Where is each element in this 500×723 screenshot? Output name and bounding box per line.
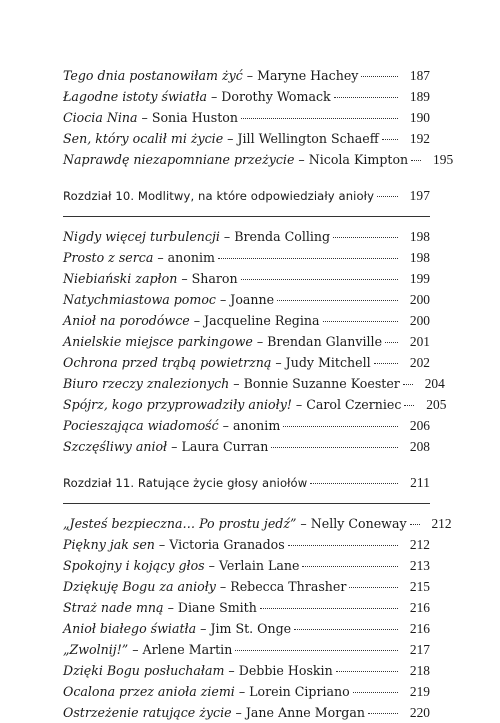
- dot-leader: [361, 76, 398, 77]
- entry-author: Bonnie Suzanne Koester: [243, 376, 400, 391]
- dot-leader: [323, 321, 398, 322]
- entry-text: [63, 310, 320, 331]
- entry-title: Sen, który ocalił mi życie: [63, 131, 224, 146]
- section-gap: [63, 457, 430, 471]
- entry-separator: –: [291, 397, 307, 412]
- entry-separator: –: [206, 89, 222, 104]
- dot-leader: [288, 545, 398, 546]
- entry-author: Victoria Granados: [169, 537, 285, 552]
- entry-text: [63, 555, 299, 576]
- chapter-title: Rozdział 11. Ratujące życie głosy aniołów: [63, 476, 308, 490]
- toc-entry: [63, 576, 430, 597]
- toc-entry: [63, 149, 454, 170]
- toc-entry: [63, 247, 430, 268]
- entry-title: Dziękuję Bogu za anioły: [63, 579, 216, 594]
- entry-title: Ostrzeżenie ratujące życie: [63, 705, 232, 720]
- entry-separator: –: [154, 537, 170, 552]
- dot-leader: [277, 300, 398, 301]
- toc-section: [63, 457, 452, 723]
- dot-leader: [218, 258, 398, 259]
- entry-title: Ciocia Nina: [63, 110, 138, 125]
- toc-section: [63, 170, 447, 457]
- entry-author: Rebecca Thrasher: [230, 579, 347, 594]
- dot-leader: [377, 196, 398, 197]
- entry-title: Anioł białego światła: [63, 621, 197, 636]
- entry-page-number: 216: [409, 600, 430, 615]
- entry-title: Naprawdę niezapomniane przeżycie: [63, 152, 295, 167]
- entry-separator: –: [177, 271, 192, 286]
- entry-author: Carol Czerniec: [306, 397, 402, 412]
- entry-text: [63, 289, 274, 310]
- entry-text: [63, 247, 215, 268]
- dot-leader: [271, 447, 398, 448]
- chapter-page-number: 197: [409, 188, 430, 203]
- dot-leader: [382, 139, 398, 140]
- entry-text: [63, 639, 232, 660]
- dot-leader: [302, 566, 398, 567]
- entry-title: Nigdy więcej turbulencji: [63, 229, 220, 244]
- entry-page-number: 198: [409, 229, 430, 244]
- entry-text: [63, 660, 333, 681]
- chapter-heading: [63, 471, 430, 495]
- entry-page-number: 208: [409, 439, 430, 454]
- entry-text: [63, 128, 379, 149]
- entry-author: Sharon: [191, 271, 238, 286]
- entry-title: Prosto z serca: [63, 250, 154, 265]
- toc-entry: [63, 394, 447, 415]
- toc-entry: [63, 289, 430, 310]
- toc-entry: [63, 352, 430, 373]
- entry-author: anonim: [232, 418, 281, 433]
- entry-author: Jacqueline Regina: [204, 313, 320, 328]
- entry-page-number: 202: [409, 355, 430, 370]
- chapter-divider-line: [63, 216, 430, 217]
- dot-leader: [334, 97, 398, 98]
- entry-text: [63, 352, 371, 373]
- entry-text: [63, 86, 331, 107]
- entry-author: Maryne Hachey: [257, 68, 359, 83]
- entry-separator: –: [242, 68, 258, 83]
- entry-author: Nelly Coneway: [310, 516, 407, 531]
- toc-entry: [63, 310, 430, 331]
- entry-separator: –: [271, 355, 286, 370]
- toc-entry: [63, 534, 430, 555]
- entry-title: Tego dnia postanowiłam żyć: [63, 68, 243, 83]
- toc-entry: [63, 226, 430, 247]
- toc-entry: [63, 555, 430, 576]
- toc-section: [63, 65, 454, 170]
- dot-leader: [368, 713, 398, 714]
- dot-leader: [374, 363, 398, 364]
- entry-text: [63, 394, 401, 415]
- entry-page-number: 200: [409, 313, 430, 328]
- entry-separator: –: [294, 152, 309, 167]
- toc-entry: [63, 86, 430, 107]
- entry-separator: –: [223, 131, 238, 146]
- toc-entry: [63, 65, 430, 86]
- dot-leader: [403, 384, 413, 385]
- toc-entry: [63, 128, 430, 149]
- entry-separator: –: [231, 705, 246, 720]
- entry-text: [63, 415, 280, 436]
- entry-page-number: 192: [409, 131, 430, 146]
- entry-text: [63, 436, 268, 457]
- entry-text: [63, 268, 238, 289]
- entry-page-number: 199: [409, 271, 430, 286]
- entry-page-number: 212: [409, 537, 430, 552]
- entry-title: „Zwolnij!”: [63, 642, 129, 657]
- toc-entry: [63, 436, 430, 457]
- entry-title: Anielskie miejsce parkingowe: [63, 334, 253, 349]
- entry-page-number: 205: [426, 397, 447, 412]
- entry-author: Jane Anne Morgan: [245, 705, 365, 720]
- entry-separator: –: [219, 229, 235, 244]
- entry-page-number: 218: [409, 663, 430, 678]
- toc-entry: [63, 373, 445, 394]
- entry-author: Lorein Cipriano: [249, 684, 350, 699]
- entry-author: Joanne: [230, 292, 275, 307]
- dot-leader: [353, 692, 398, 693]
- entry-title: Pocieszająca wiadomość: [63, 418, 219, 433]
- entry-separator: –: [215, 579, 231, 594]
- entry-text: [63, 618, 291, 639]
- entry-author: Brenda Colling: [234, 229, 331, 244]
- entry-separator: –: [163, 600, 178, 615]
- entry-text: [63, 702, 365, 723]
- toc-entry: [63, 681, 430, 702]
- entry-page-number: 187: [409, 68, 430, 83]
- entry-page-number: 216: [409, 621, 430, 636]
- entry-title: Straż nade mną: [63, 600, 164, 615]
- entry-page-number: 201: [409, 334, 430, 349]
- entry-page-number: 206: [409, 418, 430, 433]
- entry-text: [63, 681, 350, 702]
- dot-leader: [260, 608, 398, 609]
- entry-separator: –: [189, 313, 205, 328]
- entry-title: Ochrona przed trąbą powietrzną: [63, 355, 272, 370]
- entry-title: Dzięki Bogu posłuchałam: [63, 663, 225, 678]
- entry-title: Łagodne istoty światła: [63, 89, 207, 104]
- entry-title: Piękny jak sen: [63, 537, 155, 552]
- toc-entry: [63, 618, 430, 639]
- toc-entry: [63, 268, 430, 289]
- entry-author: Judy Mitchell: [285, 355, 371, 370]
- dot-leader: [410, 524, 420, 525]
- chapter-title: Rozdział 10. Modlitwy, na które odpowiedziały anioły: [63, 189, 375, 203]
- entry-text: [63, 107, 238, 128]
- dot-leader: [310, 483, 398, 484]
- entry-separator: –: [218, 418, 233, 433]
- entry-separator: –: [252, 334, 268, 349]
- entry-separator: –: [229, 376, 244, 391]
- toc-entry: [63, 107, 430, 128]
- section-gap: [63, 170, 430, 184]
- entry-text: [63, 513, 407, 534]
- toc-entry: [63, 513, 452, 534]
- entry-page-number: 195: [433, 152, 454, 167]
- entry-text: [63, 226, 330, 247]
- entry-text: [63, 331, 382, 352]
- entry-page-number: 213: [409, 558, 430, 573]
- dot-leader: [349, 587, 398, 588]
- entry-separator: –: [137, 110, 152, 125]
- entry-title: Spokojny i kojący głos: [63, 558, 205, 573]
- toc-entry: [63, 415, 430, 436]
- entry-title: Natychmiastowa pomoc: [63, 292, 216, 307]
- dot-leader: [241, 279, 398, 280]
- entry-page-number: 198: [409, 250, 430, 265]
- entry-separator: –: [224, 663, 239, 678]
- entry-title: „Jesteś bezpieczna… Po prostu jedź”: [63, 516, 297, 531]
- dot-leader: [241, 118, 398, 119]
- entry-page-number: 217: [409, 642, 430, 657]
- entry-title: Ocalona przez anioła ziemi: [63, 684, 235, 699]
- entry-text: [63, 597, 257, 618]
- entry-separator: –: [153, 250, 168, 265]
- entry-title: Biuro rzeczy znalezionych: [63, 376, 230, 391]
- entry-page-number: 189: [409, 89, 430, 104]
- chapter-heading: [63, 184, 430, 208]
- entry-title: Szczęśliwy anioł: [63, 439, 168, 454]
- entry-separator: –: [196, 621, 211, 636]
- entry-text: [63, 576, 346, 597]
- chapter-page-number: 211: [410, 475, 430, 490]
- entry-title: Niebiański zapłon: [63, 271, 178, 286]
- entry-author: Brendan Glanville: [267, 334, 383, 349]
- chapter-divider-line: [63, 503, 430, 504]
- entry-author: anonim: [167, 250, 215, 265]
- entry-author: Debbie Hoskin: [238, 663, 333, 678]
- entry-page-number: 215: [409, 579, 430, 594]
- dot-leader: [333, 237, 398, 238]
- dot-leader: [294, 629, 398, 630]
- dot-leader: [283, 426, 398, 427]
- dot-leader: [235, 650, 398, 651]
- dot-leader: [411, 160, 421, 161]
- entry-title: Spójrz, kogo przyprowadziły anioły!: [63, 397, 292, 412]
- entry-author: Nicola Kimpton: [308, 152, 409, 167]
- toc-entry: [63, 702, 430, 723]
- entry-text: [63, 534, 285, 555]
- entry-page-number: 219: [409, 684, 430, 699]
- entry-separator: –: [234, 684, 250, 699]
- entry-author: Jim St. Onge: [210, 621, 292, 636]
- entry-author: Verlain Lane: [218, 558, 300, 573]
- entry-page-number: 190: [409, 110, 430, 125]
- entry-author: Laura Curran: [181, 439, 269, 454]
- entry-text: [63, 149, 408, 170]
- entry-page-number: 220: [409, 705, 430, 720]
- entry-page-number: 212: [431, 516, 452, 531]
- entry-author: Sonia Huston: [151, 110, 238, 125]
- entry-page-number: 204: [424, 376, 445, 391]
- dot-leader: [336, 671, 398, 672]
- entry-author: Arlene Martin: [142, 642, 233, 657]
- entry-separator: –: [215, 292, 231, 307]
- entry-separator: –: [204, 558, 219, 573]
- entry-separator: –: [296, 516, 311, 531]
- toc-entry: [63, 639, 430, 660]
- entry-text: [63, 373, 400, 394]
- entry-separator: –: [128, 642, 143, 657]
- entry-page-number: 200: [409, 292, 430, 307]
- toc-entry: [63, 660, 430, 681]
- entry-author: Diane Smith: [177, 600, 257, 615]
- dot-leader: [404, 405, 414, 406]
- dot-leader: [385, 342, 398, 343]
- entry-title: Anioł na porodówce: [63, 313, 190, 328]
- toc-entry: [63, 597, 430, 618]
- toc-entry: [63, 331, 430, 352]
- entry-separator: –: [167, 439, 182, 454]
- entry-author: Dorothy Womack: [221, 89, 331, 104]
- entry-author: Jill Wellington Schaeff: [237, 131, 379, 146]
- entry-text: [63, 65, 358, 86]
